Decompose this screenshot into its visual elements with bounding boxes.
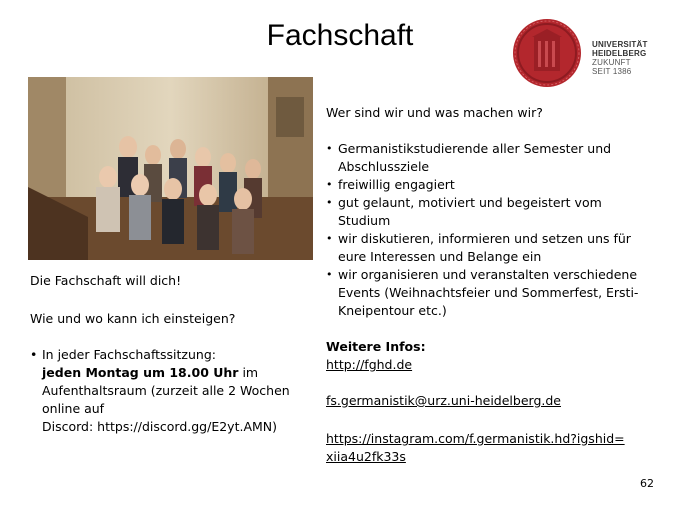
- bullet: •: [326, 232, 333, 245]
- discord-link-text: Discord: https://discord.gg/E2yt.AMN): [42, 419, 278, 434]
- bullet: •: [326, 196, 333, 209]
- list-item: [326, 194, 646, 230]
- website-link[interactable]: http://fghd.de: [326, 357, 413, 372]
- logo-line-4: SEIT 1386: [592, 67, 632, 76]
- logo-line-2: HEIDELBERG: [592, 49, 647, 58]
- list-item: [326, 140, 646, 176]
- join-info: [30, 346, 300, 436]
- about-item: gut gelaunt, motiviert und begeistert vom Studium: [338, 195, 602, 228]
- university-wordmark: [592, 40, 648, 76]
- university-logo: [510, 17, 680, 89]
- logo-line-3: ZUKUNFT: [592, 58, 631, 67]
- about-item: freiwillig engagiert: [338, 177, 455, 192]
- about-item: wir organisieren und veranstalten verschiedene Events (Weihnachtsfeier und Sommerfest, Ersti-Kneipentour etc.): [338, 267, 639, 318]
- about-item: Germanistikstudierende aller Semester und Abschlussziele: [338, 141, 612, 174]
- list-item: [30, 346, 300, 364]
- bullet: •: [326, 178, 333, 191]
- meeting-place: Aufenthaltsraum (zurzeit alle 2 Wochen: [42, 383, 290, 398]
- logo-line-1: UNIVERSITÄT: [592, 40, 648, 49]
- about-item: wir diskutieren, informieren und setzen uns für eure Interessen und Belange ein: [338, 231, 631, 264]
- meeting-time: [30, 364, 300, 382]
- meeting-time-suffix: im: [238, 365, 259, 380]
- bullet: •: [30, 347, 38, 362]
- slide-title: Fachschaft: [266, 19, 414, 52]
- bullet: •: [326, 268, 333, 281]
- list-item: [326, 230, 646, 266]
- email-link[interactable]: fs.germanistik@urz.uni-heidelberg.de: [326, 393, 561, 408]
- meeting-heading: In jeder Fachschaftssitzung:: [42, 347, 216, 362]
- university-seal-icon: [510, 17, 584, 89]
- page-number: 62: [640, 477, 654, 490]
- more-info-label: Weitere Infos:: [326, 339, 426, 354]
- list-item: [326, 266, 646, 320]
- join-question: Wie und wo kann ich einsteigen?: [30, 311, 236, 326]
- about-list: [326, 140, 646, 320]
- bullet: •: [326, 142, 333, 155]
- meeting-time-bold: jeden Montag um 18.00 Uhr: [42, 365, 239, 380]
- meeting-online: online auf: [42, 401, 105, 416]
- list-item: [326, 176, 646, 194]
- about-heading: Wer sind wir und was machen wir?: [326, 105, 543, 120]
- instagram-link-line2[interactable]: xiia4u2fk33s: [326, 449, 406, 464]
- instagram-link-line1[interactable]: https://instagram.com/f.germanistik.hd?igshid=: [326, 431, 625, 446]
- group-photo: [28, 77, 313, 260]
- photo-caption: Die Fachschaft will dich!: [30, 273, 182, 288]
